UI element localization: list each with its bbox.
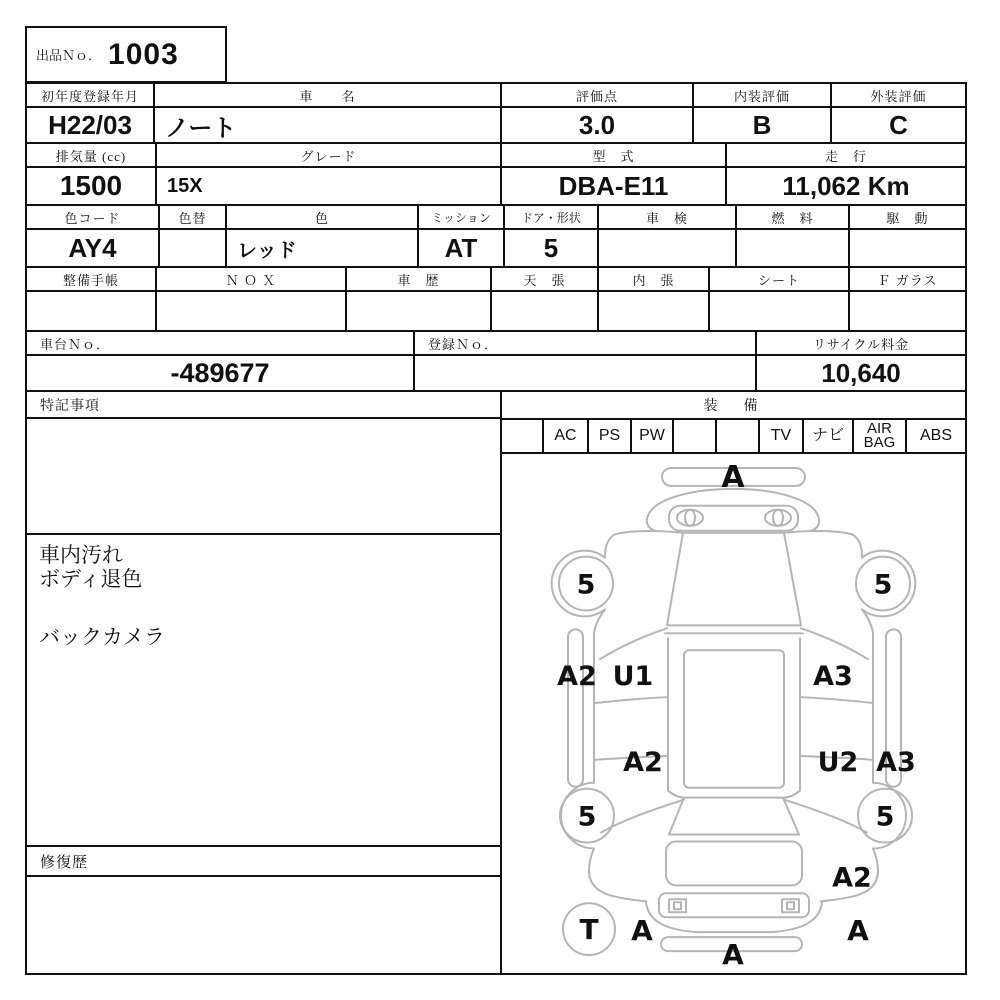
field-recycle-fee: [757, 332, 965, 390]
equipment-cell: [717, 420, 760, 452]
field-value: -489677: [170, 357, 270, 388]
field-seat: [710, 268, 850, 330]
field-registration-number: [415, 332, 757, 390]
field-value: H22/03: [48, 109, 132, 140]
table-row: [27, 144, 965, 206]
special-notes-body: [27, 535, 500, 847]
field-value: 5: [543, 232, 559, 263]
damage-label-rear-left: A: [631, 914, 653, 948]
field-value: [599, 230, 735, 266]
field-label: 車 検: [599, 206, 735, 230]
damage-label-right-side: A3: [876, 746, 916, 778]
field-value: [850, 230, 965, 266]
vehicle-info-table: [25, 82, 967, 975]
equipment-row: [502, 420, 965, 454]
field-label: 内 張: [599, 268, 708, 292]
field-label: 色コード: [27, 206, 158, 230]
field-label: 走 行: [727, 144, 965, 168]
damage-label-wheel-rr: 5: [875, 801, 895, 833]
field-value: [737, 230, 848, 266]
table-row: [27, 84, 965, 144]
damage-label-rear-right-door: U2: [817, 746, 859, 778]
damage-label-left-side: A2: [557, 661, 597, 693]
table-row: [27, 268, 965, 332]
field-value: [599, 292, 708, 330]
note-line: 車内汚れ: [39, 544, 123, 567]
equipment-cell-ps: PS: [589, 420, 632, 452]
field-value: レッド: [237, 239, 297, 262]
field-exterior-grade: [832, 84, 965, 142]
damage-label-spare-tire: T: [579, 913, 599, 947]
field-value: [415, 356, 755, 390]
field-door-trim: [599, 268, 710, 330]
field-value: [850, 292, 965, 330]
field-value: 10,640: [821, 357, 901, 388]
equipment-cell-navi: ナビ: [804, 420, 854, 452]
field-headliner: [492, 268, 599, 330]
damage-label-rear-left-door: A2: [623, 746, 663, 778]
field-mileage: [727, 144, 965, 204]
damage-label-front-bumper: A: [721, 459, 745, 495]
damage-label-wheel-fr: 5: [873, 569, 893, 601]
special-notes-empty-box: [27, 419, 500, 535]
field-value: [710, 292, 848, 330]
field-label: 車 名: [155, 84, 500, 108]
field-first-registration: [27, 84, 155, 142]
field-value: 15X: [167, 174, 203, 197]
field-label: 色替: [160, 206, 225, 230]
damage-label-wheel-rl: 5: [577, 801, 597, 833]
note-line: バックカメラ: [39, 626, 165, 649]
equipment-cell: [502, 420, 544, 452]
field-label: 登録Ｎｏ．: [415, 332, 755, 356]
field-label: 天 張: [492, 268, 597, 292]
repair-history-header: 修復歴: [27, 847, 500, 877]
damage-diagram: [502, 454, 965, 973]
field-fuel: [737, 206, 850, 266]
field-front-glass: [850, 268, 965, 330]
field-label: 車台Ｎｏ．: [27, 332, 413, 356]
field-label: 内装評価: [694, 84, 830, 108]
field-model-code: [502, 144, 727, 204]
field-nox: [157, 268, 347, 330]
field-label: Ｎ Ｏ Ｘ: [157, 268, 345, 292]
field-label: 評価点: [502, 84, 692, 108]
auction-number-label: 出品Ｎｏ．: [36, 48, 102, 63]
note-line: ボディ退色: [39, 568, 143, 591]
field-label: シート: [710, 268, 848, 292]
table-row: [27, 332, 965, 392]
field-chassis-number: [27, 332, 415, 390]
field-label: 色: [227, 206, 417, 230]
special-notes-header: 特記事項: [27, 392, 500, 419]
field-label: グレード: [157, 144, 500, 168]
field-label: 初年度登録年月: [27, 84, 153, 108]
equipment-cell-pw: PW: [632, 420, 674, 452]
field-score: [502, 84, 694, 142]
field-color: [227, 206, 419, 266]
table-row: [27, 206, 965, 268]
equipment-header: 装 備: [502, 392, 965, 420]
field-color-change: [160, 206, 227, 266]
damage-label-wheel-fl: 5: [576, 569, 596, 601]
field-value: [157, 292, 345, 330]
damage-label-front-left-door: U1: [612, 661, 654, 693]
field-label: Ｆ ガラス: [850, 268, 965, 292]
equipment-cell-tv: TV: [760, 420, 804, 452]
field-value: [347, 292, 490, 330]
equipment-cell-airbag: AIR BAG: [854, 420, 907, 452]
field-service-book: [27, 268, 157, 330]
field-interior-grade: [694, 84, 832, 142]
equipment-panel: [502, 392, 965, 973]
field-value: 3.0: [578, 109, 616, 140]
field-value: 1500: [59, 170, 123, 201]
field-value: AT: [444, 232, 478, 263]
damage-label-front-right-door: A3: [813, 661, 853, 693]
field-drive: [850, 206, 965, 266]
car-top-view-diagram: [502, 454, 965, 973]
field-label: ミッション: [419, 206, 503, 230]
field-value: [160, 230, 225, 266]
special-notes-panel: [27, 392, 502, 973]
field-value: ノート: [165, 115, 237, 142]
field-doors: [505, 206, 599, 266]
field-transmission: [419, 206, 505, 266]
repair-history-empty-box: [27, 877, 500, 973]
field-value: 11,062 Km: [782, 170, 910, 201]
field-value: [492, 292, 597, 330]
damage-label-rear-right-fender: A2: [832, 862, 872, 894]
damage-label-rear-bumper: A: [722, 938, 744, 972]
field-inspection: [599, 206, 737, 266]
field-grade: [157, 144, 502, 204]
equipment-cell-ac: AC: [544, 420, 589, 452]
field-label: 排気量 (cc): [27, 144, 155, 168]
field-label: 外装評価: [832, 84, 965, 108]
field-value: C: [889, 109, 908, 140]
auction-number-value: 1003: [108, 37, 179, 71]
field-color-code: [27, 206, 160, 266]
field-car-history: [347, 268, 492, 330]
equipment-cell-abs: ABS: [919, 427, 952, 445]
field-value: AY4: [68, 232, 117, 263]
equipment-cell: [674, 420, 717, 452]
field-value: B: [752, 109, 772, 140]
field-label: 整備手帳: [27, 268, 155, 292]
field-displacement: [27, 144, 157, 204]
field-value: DBA-E11: [558, 170, 669, 201]
field-label: 燃 料: [737, 206, 848, 230]
field-label: 駆 動: [850, 206, 965, 230]
bottom-section: [27, 392, 965, 973]
field-car-name: [155, 84, 502, 142]
damage-label-rear-right: A: [847, 914, 869, 948]
field-label: 車 歴: [347, 268, 490, 292]
field-label: 型 式: [502, 144, 725, 168]
field-label: ドア・形状: [505, 206, 597, 230]
auction-number-box: [25, 26, 227, 83]
field-value: [27, 292, 155, 330]
field-label: リサイクル料金: [757, 332, 965, 356]
